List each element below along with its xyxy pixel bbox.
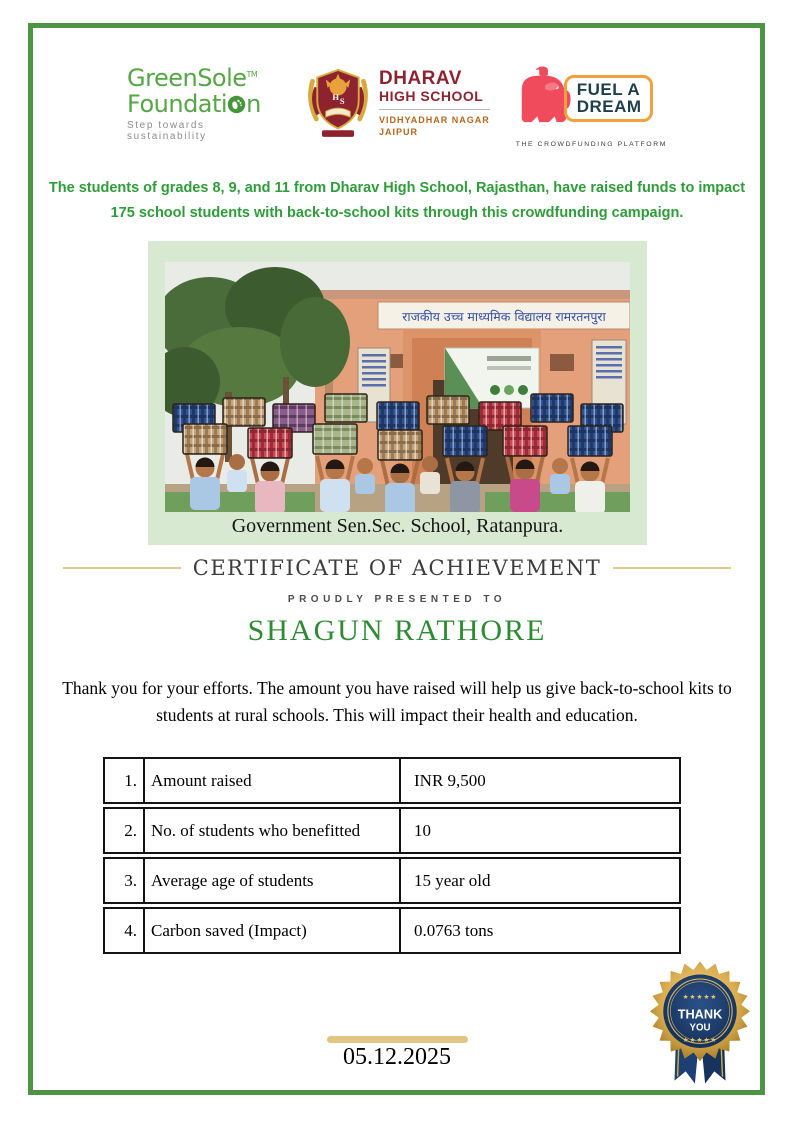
fueladream-line2: DREAM <box>576 97 642 116</box>
row-value: INR 9,500 <box>414 770 486 790</box>
greensole-foundation-logo <box>127 66 279 141</box>
row-number: 2. <box>105 809 145 852</box>
dharav-address-2: JAIPUR <box>379 127 419 138</box>
photo-card <box>148 241 647 545</box>
svg-text:S: S <box>339 95 345 106</box>
school-distribution-photo <box>165 262 630 512</box>
footprint-leaf-icon <box>227 94 246 113</box>
gold-rule-right <box>613 567 731 569</box>
row-value: 15 year old <box>414 870 491 890</box>
dharav-subtitle: HIGH SCHOOL <box>379 88 490 110</box>
badge-line1: THANK <box>677 1006 723 1022</box>
table-row <box>103 807 681 854</box>
date-rule <box>327 1036 468 1043</box>
row-label: No. of students who benefitted <box>145 809 401 852</box>
fueladream-text-box <box>564 75 653 123</box>
campaign-summary-text: The students of grades 8, 9, and 11 from Dharav High School, Rajasthan, have raised funds to impact 175 school students with back-to-school kits through this crowdfunding campaign. <box>48 180 746 221</box>
certificate-title: CERTIFICATE OF ACHIEVEMENT <box>192 556 602 580</box>
greensole-name: GreenSole <box>127 64 247 93</box>
fueladream-line1: FUEL A <box>576 79 641 99</box>
row-number: 1. <box>105 759 145 802</box>
trademark-symbol: TM <box>246 70 258 80</box>
row-value: 0.0763 tons <box>414 920 494 940</box>
certificate-title-row <box>0 556 794 580</box>
badge-stars-top: ★★★★★ <box>682 993 718 1002</box>
presented-to-label: PROUDLY PRESENTED TO <box>287 594 507 605</box>
impact-table <box>103 757 681 957</box>
row-value: 10 <box>414 820 431 840</box>
fueladream-tagline: THE CROWDFUNDING PLATFORM <box>515 141 667 148</box>
row-number: 4. <box>105 909 145 952</box>
greensole-foundation-word: Foundati n <box>127 89 261 118</box>
greensole-tagline: Step towards sustainability <box>127 119 207 142</box>
table-row <box>103 907 681 954</box>
dharav-address-1: VIDHYADHAR NAGAR <box>379 114 490 125</box>
table-row <box>103 757 681 804</box>
dharav-crest-icon <box>305 64 371 145</box>
row-label: Amount raised <box>145 759 401 802</box>
table-row <box>103 857 681 904</box>
row-label: Carbon saved (Impact) <box>145 909 401 952</box>
awardee-name: SHAGUN RATHORE <box>247 614 547 647</box>
dharav-text-block <box>379 69 490 139</box>
thank-you-message: Thank you for your efforts. The amount you have raised will help us give back-to-school kits to students at rural schools. This will impact their health and education. <box>62 678 732 726</box>
fueladream-logo <box>516 60 667 148</box>
greensole-wordmark <box>127 66 279 91</box>
certificate-date: 05.12.2025 <box>343 1044 451 1070</box>
svg-text:H: H <box>332 91 339 102</box>
logo-row <box>0 60 794 148</box>
photo-caption: Government Sen.Sec. School, Ratanpura. <box>231 515 564 537</box>
dharav-high-school-logo <box>305 64 490 145</box>
row-number: 3. <box>105 859 145 902</box>
row-label: Average age of students <box>145 859 401 902</box>
school-name-banner-hindi: राजकीय उच्च माध्यमिक विद्यालय रामरतनपुरा <box>402 309 606 324</box>
badge-line2: YOU <box>689 1022 711 1034</box>
dharav-title: DHARAV <box>379 68 462 89</box>
badge-stars-bottom: ★★★★★ <box>682 1035 718 1044</box>
gold-rule-left <box>63 567 181 569</box>
